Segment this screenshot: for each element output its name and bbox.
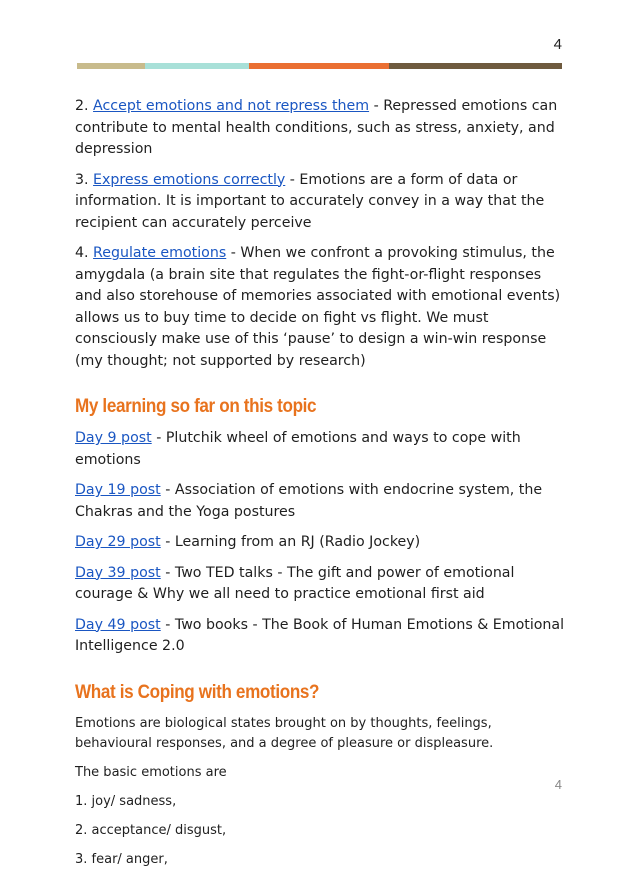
page-number-bottom: 4 <box>554 777 562 792</box>
heading-coping: What is Coping with emotions? <box>75 681 320 703</box>
link-day-19-post[interactable]: Day 19 post <box>75 482 161 498</box>
point-text: - Repressed emotions can contribute to mental health conditions, such as stress, anxiety, and depression <box>75 98 558 157</box>
coping-intro: Emotions are biological states brought on by thoughts, feelings, behavioural responses, and a degree of pleasure or displeasure. <box>75 715 494 751</box>
color-bar-segment <box>249 63 389 69</box>
post-day-29 <box>75 532 565 554</box>
point-text: - Emotions are a form of data or information. It is important to accurately convey in a way that the recipient can accurately perceive <box>75 171 545 231</box>
color-bar-segment <box>77 63 145 69</box>
document-body <box>75 96 565 879</box>
point-text: - When we confront a provoking stimulus, the amygdala (a brain site that regulates the fight-or-flight responses and also storehouse of memories associated with emotional events) allows us to buy time to decide on fight vs flight. We must consciously make use of this ‘pause’ to design a win-win response (my thought; not supported by research) <box>75 245 561 369</box>
link-accept-emotions[interactable]: Accept emotions and not repress them <box>93 98 370 114</box>
header-color-bar <box>77 63 562 69</box>
page-number-top: 4 <box>553 36 562 53</box>
point-number: 2. <box>75 98 94 114</box>
heading-my-learning: My learning so far on this topic <box>75 396 317 417</box>
link-day-9-post[interactable]: Day 9 post <box>75 430 152 446</box>
post-day-9 <box>75 428 565 471</box>
post-day-39 <box>75 563 565 606</box>
point-4 <box>75 243 565 372</box>
post-day-49 <box>75 615 565 658</box>
link-day-39-post[interactable]: Day 39 post <box>75 564 161 581</box>
basic-emotion-item: 3. fear/ anger, <box>75 851 168 867</box>
link-regulate-emotions[interactable]: Regulate emotions <box>93 245 227 261</box>
post-text: - Two TED talks - The gift and power of emotional courage & Why we all need to practice emotional first aid <box>75 564 515 602</box>
point-2 <box>75 96 565 161</box>
point-3 <box>75 170 565 235</box>
post-text: - Learning from an RJ (Radio Jockey) <box>160 534 421 550</box>
link-day-49-post[interactable]: Day 49 post <box>75 616 161 633</box>
basic-emotions-label: The basic emotions are <box>75 764 227 780</box>
point-number: 4. <box>75 245 94 261</box>
post-text: - Association of emotions with endocrine system, the Chakras and the Yoga postures <box>75 482 543 520</box>
link-day-29-post[interactable]: Day 29 post <box>75 534 161 550</box>
post-text: - Plutchik wheel of emotions and ways to cope with emotions <box>75 430 521 468</box>
color-bar-segment <box>145 63 249 69</box>
link-express-emotions[interactable]: Express emotions correctly <box>93 171 286 188</box>
post-day-19 <box>75 480 565 523</box>
point-number: 3. <box>75 171 94 188</box>
basic-emotion-item: 1. joy/ sadness, <box>75 793 177 809</box>
color-bar-segment <box>389 63 562 69</box>
post-text: - Two books - The Book of Human Emotions & Emotional Intelligence 2.0 <box>75 616 565 654</box>
basic-emotion-item: 2. acceptance/ disgust, <box>75 822 227 838</box>
